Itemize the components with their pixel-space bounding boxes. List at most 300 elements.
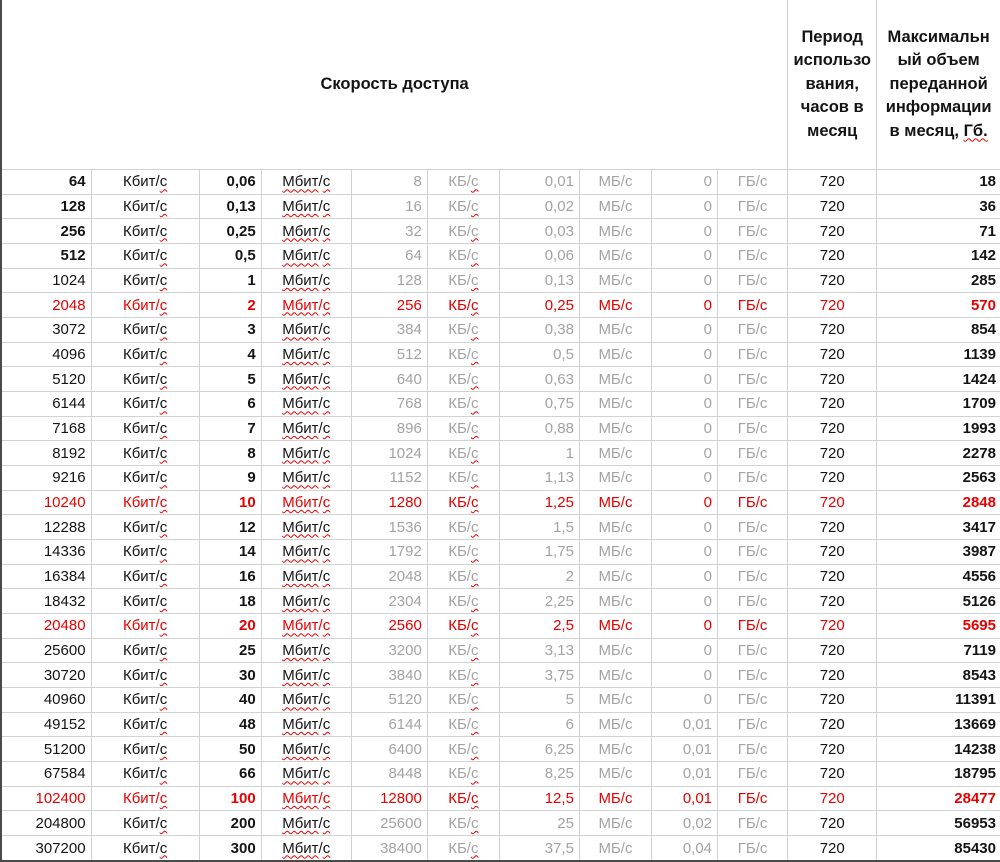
mb-unit-cell [579,663,651,688]
max-volume-cell: 18 [877,170,1000,195]
gb-unit-cell [718,441,788,466]
unit-text: ГБ/с [737,568,768,586]
unit-text: Кбит/ [122,444,160,462]
unit-text: / [318,765,323,783]
gb-unit-cell [718,663,788,688]
unit-misspelled-part: с [470,740,479,758]
gb-value-cell: 0 [651,219,717,244]
max-volume-cell: 5695 [877,614,1000,639]
period-cell: 720 [788,540,877,565]
unit-text: МБ/с [598,494,633,512]
table-row [1,441,1000,466]
unit-misspelled-part: с [159,469,168,487]
mb-unit-cell [579,811,651,836]
mb-value-cell: 0,5 [499,342,579,367]
kbit-unit-cell [91,416,199,441]
gb-unit-cell [718,737,788,762]
gb-unit-cell [718,786,788,811]
unit-text: / [318,173,323,191]
mbit-value-cell: 100 [199,786,261,811]
kb-unit-cell [427,219,499,244]
kb-value-cell: 128 [351,268,427,293]
kbit-value-cell: 20480 [1,614,91,639]
mbit-unit-cell [261,268,351,293]
mb-unit-cell [579,441,651,466]
table-row [1,392,1000,417]
kb-unit-cell [427,737,499,762]
max-volume-cell: 285 [877,268,1000,293]
kbit-unit-cell [91,244,199,269]
table-row [1,318,1000,343]
kb-unit-cell [427,638,499,663]
mbit-unit-cell [261,318,351,343]
kbit-unit-cell [91,441,199,466]
mb-value-cell: 2,5 [499,614,579,639]
period-cell: 720 [788,564,877,589]
gb-value-cell: 0 [651,342,717,367]
mbit-unit-cell [261,441,351,466]
unit-misspelled-part: с [322,296,331,314]
period-cell: 720 [788,688,877,713]
gb-value-cell: 0 [651,194,717,219]
unit-text: / [318,494,323,512]
mb-value-cell: 1,25 [499,490,579,515]
unit-misspelled-part: с [322,617,331,635]
unit-text: ГБ/с [737,617,768,635]
unit-text: МБ/с [598,765,633,783]
mb-value-cell: 1,5 [499,515,579,540]
gb-value-cell: 0,01 [651,737,717,762]
gb-value-cell: 0 [651,244,717,269]
max-volume-cell: 1709 [877,392,1000,417]
mb-unit-cell [579,466,651,491]
unit-text: / [318,642,323,660]
unit-text: ГБ/с [737,370,768,388]
gb-value-cell: 0 [651,688,717,713]
unit-misspelled-part: с [470,617,479,635]
kb-unit-cell [427,836,499,861]
kb-unit-cell [427,367,499,392]
gb-unit-cell [718,244,788,269]
unit-text: / [318,666,323,684]
unit-text: КБ/ [448,370,471,388]
kbit-value-cell: 30720 [1,663,91,688]
unit-text: / [318,296,323,314]
kbit-unit-cell [91,194,199,219]
mbit-value-cell: 2 [199,293,261,318]
unit-text: / [318,790,323,808]
table-row [1,540,1000,565]
kbit-value-cell: 204800 [1,811,91,836]
mb-value-cell: 6 [499,712,579,737]
gb-value-cell: 0 [651,367,717,392]
unit-text: Кбит/ [122,543,160,561]
mb-unit-cell [579,268,651,293]
unit-text: ГБ/с [737,247,768,265]
kb-value-cell: 25600 [351,811,427,836]
gb-unit-cell [718,540,788,565]
unit-misspelled-part: Мбит [282,790,319,808]
period-cell: 720 [788,392,877,417]
unit-text: МБ/с [598,420,633,438]
mbit-value-cell: 25 [199,638,261,663]
kb-value-cell: 8 [351,170,427,195]
mbit-unit-cell [261,392,351,417]
mb-unit-cell [579,638,651,663]
unit-text: КБ/ [448,222,471,240]
unit-text: ГБ/с [737,395,768,413]
unit-text: МБ/с [598,617,633,635]
kb-value-cell: 38400 [351,836,427,861]
gb-unit-cell [718,564,788,589]
unit-text: КБ/ [448,296,471,314]
unit-text: КБ/ [448,494,471,512]
unit-misspelled-part: с [470,642,479,660]
unit-misspelled-part: с [159,370,168,388]
kbit-unit-cell [91,638,199,663]
kbit-unit-cell [91,293,199,318]
unit-text: / [318,198,323,215]
unit-text: ГБ/с [737,592,768,610]
table-row [1,737,1000,762]
unit-text: Кбит/ [122,691,160,709]
max-volume-cell: 13669 [877,712,1000,737]
kb-unit-cell [427,515,499,540]
unit-text: ГБ/с [737,420,768,438]
kbit-unit-cell [91,392,199,417]
unit-text: МБ/с [598,568,633,586]
unit-misspelled-part: с [159,518,168,536]
kbit-value-cell: 102400 [1,786,91,811]
unit-misspelled-part: Мбит [282,568,319,586]
gb-unit-cell [718,638,788,663]
kbit-unit-cell [91,540,199,565]
kb-value-cell: 16 [351,194,427,219]
unit-misspelled-part: с [322,346,331,364]
unit-misspelled-part: с [322,321,331,339]
unit-text: МБ/с [598,321,633,339]
unit-text: Кбит/ [122,420,160,438]
table-row [1,342,1000,367]
kb-unit-cell [427,194,499,219]
mb-value-cell: 0,02 [499,194,579,219]
mbit-unit-cell [261,293,351,318]
kb-value-cell: 5120 [351,688,427,713]
unit-text: МБ/с [598,790,633,808]
max-volume-cell: 7119 [877,638,1000,663]
unit-misspelled-part: с [159,222,168,240]
kbit-unit-cell [91,268,199,293]
period-cell: 720 [788,244,877,269]
mb-value-cell: 0,06 [499,244,579,269]
period-cell: 720 [788,367,877,392]
kbit-value-cell: 512 [1,244,91,269]
unit-misspelled-part: с [470,420,479,438]
unit-text: ГБ/с [737,740,768,758]
unit-text: КБ/ [448,247,471,265]
unit-misspelled-part: с [159,691,168,709]
kb-unit-cell [427,170,499,195]
period-cell: 720 [788,638,877,663]
kbit-value-cell: 10240 [1,490,91,515]
mb-value-cell: 5 [499,688,579,713]
mb-value-cell: 0,63 [499,367,579,392]
unit-text: МБ/с [598,469,633,487]
unit-misspelled-part: с [322,494,331,512]
unit-text: Кбит/ [122,814,160,832]
unit-text: МБ/с [598,839,633,857]
kbit-unit-cell [91,466,199,491]
table-row [1,564,1000,589]
unit-misspelled-part: Мбит [282,296,319,314]
kb-unit-cell [427,466,499,491]
max-volume-cell: 14238 [877,737,1000,762]
kb-value-cell: 1152 [351,466,427,491]
gb-unit-cell [718,170,788,195]
mbit-unit-cell [261,170,351,195]
unit-misspelled-part: с [322,272,331,290]
unit-misspelled-part: Мбит [282,642,319,660]
kbit-unit-cell [91,762,199,787]
unit-misspelled-part: с [470,691,479,709]
mbit-unit-cell [261,466,351,491]
gb-unit-cell [718,466,788,491]
kbit-unit-cell [91,490,199,515]
period-cell: 720 [788,589,877,614]
kb-value-cell: 1792 [351,540,427,565]
unit-text: КБ/ [448,839,471,857]
unit-misspelled-part: с [470,444,479,462]
max-volume-cell: 2563 [877,466,1000,491]
period-cell: 720 [788,762,877,787]
kbit-value-cell: 16384 [1,564,91,589]
table-row [1,466,1000,491]
unit-text: КБ/ [448,469,471,487]
unit-text: Кбит/ [122,568,160,586]
kb-value-cell: 8448 [351,762,427,787]
unit-text: МБ/с [598,296,633,314]
period-cell: 720 [788,318,877,343]
kbit-unit-cell [91,663,199,688]
unit-misspelled-part: с [159,494,168,512]
kbit-unit-cell [91,318,199,343]
unit-misspelled-part: с [470,222,479,240]
unit-misspelled-part: с [322,395,331,413]
unit-text: ГБ/с [737,272,768,290]
unit-text: МБ/с [598,716,633,734]
mb-unit-cell [579,392,651,417]
mbit-unit-cell [261,614,351,639]
kbit-value-cell: 14336 [1,540,91,565]
unit-misspelled-part: Мбит [282,543,319,561]
table-row [1,194,1000,219]
kb-value-cell: 3200 [351,638,427,663]
unit-text: / [318,740,323,758]
unit-misspelled-part: с [322,222,331,240]
mb-value-cell: 0,13 [499,268,579,293]
mb-unit-cell [579,712,651,737]
gb-value-cell: 0 [651,392,717,417]
gb-value-cell: 0 [651,170,717,195]
mb-unit-cell [579,737,651,762]
unit-text: КБ/ [448,592,471,610]
unit-text: КБ/ [448,765,471,783]
unit-misspelled-part: с [159,420,168,438]
gb-value-cell: 0 [651,564,717,589]
unit-text: КБ/ [448,420,471,438]
mbit-unit-cell [261,490,351,515]
mb-value-cell: 6,25 [499,737,579,762]
unit-misspelled-part: с [322,666,331,684]
unit-misspelled-part: с [322,568,331,586]
kb-value-cell: 6144 [351,712,427,737]
kb-value-cell: 256 [351,293,427,318]
unit-text: ГБ/с [737,518,768,536]
unit-misspelled-part: Мбит [282,173,319,191]
gb-unit-cell [718,219,788,244]
table-row [1,836,1000,861]
kbit-unit-cell [91,786,199,811]
unit-text: МБ/с [598,592,633,610]
gb-unit-cell [718,416,788,441]
kbit-unit-cell [91,342,199,367]
kb-unit-cell [427,540,499,565]
unit-misspelled-part: с [470,814,479,832]
gb-value-cell: 0,01 [651,786,717,811]
unit-text: / [318,543,323,561]
unit-text: КБ/ [448,543,471,561]
unit-misspelled-part: с [159,568,168,586]
mb-value-cell: 1 [499,441,579,466]
unit-text: / [318,518,323,536]
gb-value-cell: 0 [651,663,717,688]
unit-text: МБ/с [598,642,633,660]
kbit-unit-cell [91,811,199,836]
mbit-value-cell: 6 [199,392,261,417]
unit-text: КБ/ [448,716,471,734]
mb-unit-cell [579,540,651,565]
kbit-value-cell: 1024 [1,268,91,293]
unit-text: / [318,321,323,339]
unit-misspelled-part: с [159,765,168,783]
mbit-value-cell: 0,06 [199,170,261,195]
unit-misspelled-part: с [159,444,168,462]
unit-text: КБ/ [448,568,471,586]
kb-unit-cell [427,490,499,515]
mbit-unit-cell [261,540,351,565]
kb-unit-cell [427,762,499,787]
unit-misspelled-part: с [322,740,331,758]
table-row [1,219,1000,244]
unit-text: Кбит/ [122,642,160,660]
unit-text: МБ/с [598,444,633,462]
unit-text: МБ/с [598,666,633,684]
table-row [1,244,1000,269]
unit-text: КБ/ [448,272,471,290]
mbit-unit-cell [261,342,351,367]
table-row [1,367,1000,392]
gb-unit-cell [718,268,788,293]
unit-text: / [318,716,323,734]
unit-misspelled-part: Мбит [282,198,319,215]
unit-text: КБ/ [448,518,471,536]
mb-unit-cell [579,219,651,244]
max-volume-cell: 71 [877,219,1000,244]
period-cell: 720 [788,170,877,195]
period-cell: 720 [788,836,877,861]
kb-unit-cell [427,244,499,269]
gb-unit-cell [718,712,788,737]
unit-misspelled-part: Мбит [282,691,319,709]
unit-text: Кбит/ [122,839,160,857]
unit-text: / [318,568,323,586]
table-row [1,589,1000,614]
kbit-value-cell: 2048 [1,293,91,318]
table-row [1,712,1000,737]
unit-misspelled-part: с [159,247,168,265]
unit-text: КБ/ [448,666,471,684]
period-cell: 720 [788,293,877,318]
kb-unit-cell [427,712,499,737]
unit-misspelled-part: Мбит [282,494,319,512]
mbit-unit-cell [261,416,351,441]
unit-text: МБ/с [598,247,633,265]
table-row [1,416,1000,441]
unit-text: КБ/ [448,444,471,462]
unit-text: / [318,222,323,240]
unit-text: Кбит/ [122,272,160,290]
mbit-value-cell: 18 [199,589,261,614]
unit-text: МБ/с [598,370,633,388]
unit-misspelled-part: Мбит [282,420,319,438]
unit-misspelled-part: с [470,494,479,512]
max-volume-cell: 8543 [877,663,1000,688]
kb-value-cell: 896 [351,416,427,441]
mbit-value-cell: 9 [199,466,261,491]
unit-text: ГБ/с [737,716,768,734]
unit-text: / [318,592,323,610]
unit-misspelled-part: Мбит [282,370,319,388]
kb-unit-cell [427,688,499,713]
unit-text: Кбит/ [122,790,160,808]
unit-misspelled-part: с [470,198,479,215]
unit-text: Кбит/ [122,173,160,191]
kb-value-cell: 1024 [351,441,427,466]
unit-text: Кбит/ [122,198,160,215]
max-volume-cell: 28477 [877,786,1000,811]
kb-unit-cell [427,293,499,318]
mbit-value-cell: 12 [199,515,261,540]
gb-value-cell: 0 [651,441,717,466]
gb-unit-cell [718,811,788,836]
mbit-value-cell: 1 [199,268,261,293]
unit-misspelled-part: с [159,395,168,413]
table-row [1,811,1000,836]
kb-value-cell: 6400 [351,737,427,762]
kbit-value-cell: 9216 [1,466,91,491]
kbit-value-cell: 128 [1,194,91,219]
unit-text: ГБ/с [737,296,768,314]
unit-text: / [318,272,323,290]
mb-unit-cell [579,589,651,614]
kb-unit-cell [427,614,499,639]
unit-text: ГБ/с [737,346,768,364]
mbit-value-cell: 4 [199,342,261,367]
unit-text: ГБ/с [737,469,768,487]
gb-unit-cell [718,367,788,392]
kbit-value-cell: 7168 [1,416,91,441]
kb-value-cell: 768 [351,392,427,417]
